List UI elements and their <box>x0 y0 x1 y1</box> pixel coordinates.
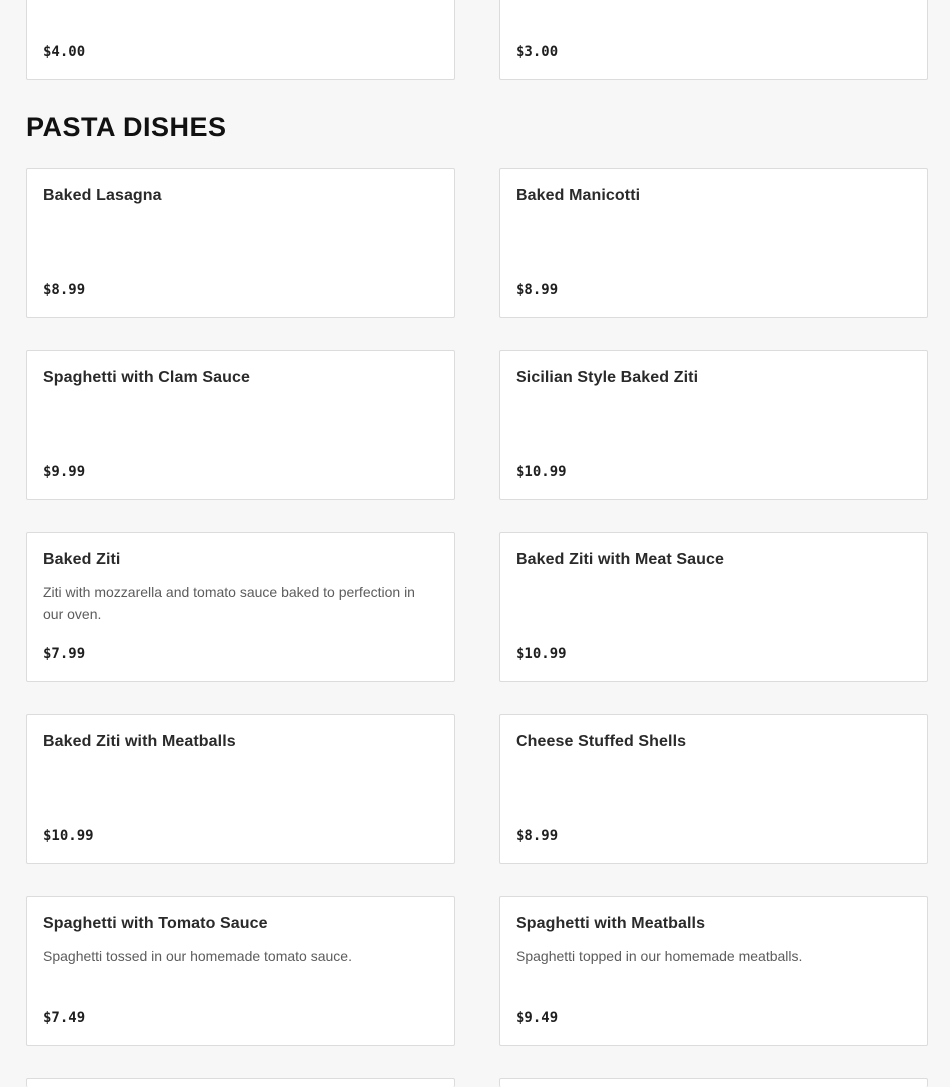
menu-item-card[interactable] <box>499 168 928 318</box>
item-name: Cheese Stuffed Shells <box>516 733 687 750</box>
item-price: $7.99 <box>43 646 86 662</box>
menu-item-card[interactable] <box>499 896 928 1046</box>
item-name: Baked Ziti with Meat Sauce <box>516 551 724 568</box>
item-name: Baked Lasagna <box>43 187 162 204</box>
item-name: Spaghetti with Clam Sauce <box>43 369 250 386</box>
section-title: PASTA DISHES <box>26 112 227 142</box>
menu-item-card[interactable] <box>26 168 455 318</box>
item-price: $8.99 <box>516 828 559 844</box>
menu-item-card[interactable] <box>26 1078 455 1087</box>
item-price: $10.99 <box>516 646 567 662</box>
menu-item-card[interactable] <box>499 714 928 864</box>
menu-item-card[interactable] <box>499 532 928 682</box>
menu-item-card[interactable] <box>499 1078 928 1087</box>
item-name: Baked Ziti <box>43 551 121 568</box>
item-price: $4.00 <box>43 44 86 60</box>
item-name: Baked Manicotti <box>516 187 641 204</box>
item-name: Baked Ziti with Meatballs <box>43 733 236 750</box>
menu-item-card[interactable] <box>26 896 455 1046</box>
menu-item-card[interactable] <box>26 714 455 864</box>
item-name: Spaghetti with Tomato Sauce <box>43 915 268 932</box>
item-price: $10.99 <box>43 828 94 844</box>
item-price: $10.99 <box>516 464 567 480</box>
item-price: $3.00 <box>516 44 559 60</box>
item-name: Sicilian Style Baked Ziti <box>516 369 699 386</box>
menu-item-card[interactable] <box>499 0 928 80</box>
menu-item-card[interactable] <box>26 0 455 80</box>
item-price: $9.49 <box>516 1010 559 1026</box>
item-description: Spaghetti tossed in our homemade tomato sauce. <box>43 948 352 964</box>
item-description: Ziti with mozzarella and tomato sauce baked to perfection in our oven. <box>43 584 415 622</box>
item-price: $9.99 <box>43 464 86 480</box>
menu-item-card[interactable] <box>26 350 455 500</box>
item-price: $8.99 <box>43 282 86 298</box>
item-price: $8.99 <box>516 282 559 298</box>
menu-item-card[interactable] <box>499 350 928 500</box>
item-description: Spaghetti topped in our homemade meatballs. <box>516 948 803 964</box>
item-price: $7.49 <box>43 1010 86 1026</box>
menu-item-card[interactable] <box>26 532 455 682</box>
item-name: Spaghetti with Meatballs <box>516 915 706 932</box>
